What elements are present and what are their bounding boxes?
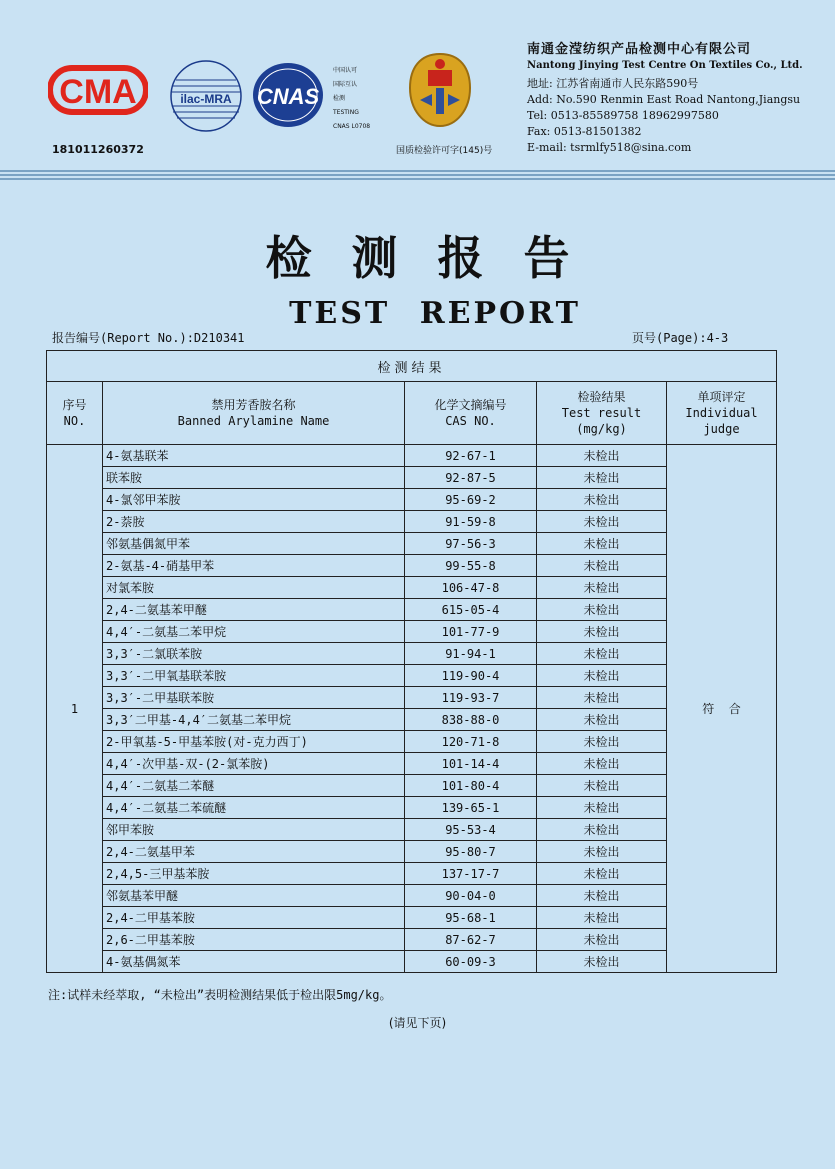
report-title-en: TEST REPORT <box>289 296 581 331</box>
cas-number: 91-59-8 <box>405 511 537 533</box>
header-judge: 单项评定 Individual judge <box>667 382 777 445</box>
company-fax: Fax: 0513-81501382 <box>527 125 642 138</box>
cas-number: 92-87-5 <box>405 467 537 489</box>
arylamine-name: 对氯苯胺 <box>103 577 405 599</box>
test-result: 未检出 <box>537 841 667 863</box>
test-result: 未检出 <box>537 643 667 665</box>
test-result: 未检出 <box>537 709 667 731</box>
test-result: 未检出 <box>537 885 667 907</box>
cas-number: 615-05-4 <box>405 599 537 621</box>
arylamine-name: 3,3′-二甲氧基联苯胺 <box>103 665 405 687</box>
company-address-cn: 地址: 江苏省南通市人民东路590号 <box>527 77 699 90</box>
test-result: 未检出 <box>537 819 667 841</box>
cas-number: 95-69-2 <box>405 489 537 511</box>
cnas-logo <box>250 60 326 130</box>
arylamine-name: 联苯胺 <box>103 467 405 489</box>
arylamine-name: 4,4′-二氨基二苯硫醚 <box>103 797 405 819</box>
test-result: 未检出 <box>537 467 667 489</box>
arylamine-name: 4,4′-二氨基二苯甲烷 <box>103 621 405 643</box>
cnas-line: 检测 <box>333 95 346 102</box>
cas-number: 119-93-7 <box>405 687 537 709</box>
cma-logo-text: CMA <box>59 73 137 111</box>
arylamine-name: 2,6-二甲基苯胺 <box>103 929 405 951</box>
cas-number: 95-80-7 <box>405 841 537 863</box>
arylamine-name: 2,4-二氨基甲苯 <box>103 841 405 863</box>
report-title-cn: 检测报告 <box>265 231 610 285</box>
header-divider <box>0 170 835 184</box>
test-result: 未检出 <box>537 511 667 533</box>
cma-logo <box>48 62 148 118</box>
cas-number: 101-80-4 <box>405 775 537 797</box>
arylamine-name: 4,4′-次甲基-双-(2-氯苯胺) <box>103 753 405 775</box>
test-result: 未检出 <box>537 753 667 775</box>
cas-number: 91-94-1 <box>405 643 537 665</box>
cas-number: 60-09-3 <box>405 951 537 973</box>
test-result: 未检出 <box>537 533 667 555</box>
header-result: 检验结果 Test result (mg/kg) <box>537 382 667 445</box>
test-result: 未检出 <box>537 555 667 577</box>
arylamine-name: 2,4,5-三甲基苯胺 <box>103 863 405 885</box>
test-result: 未检出 <box>537 665 667 687</box>
test-result: 未检出 <box>537 599 667 621</box>
quality-inspection-emblem <box>406 50 474 130</box>
test-result: 未检出 <box>537 687 667 709</box>
arylamine-name: 3,3′-二氯联苯胺 <box>103 643 405 665</box>
cma-certificate-code: 181011260372 <box>52 143 144 156</box>
test-result: 未检出 <box>537 907 667 929</box>
header-no: 序号 NO. <box>47 382 103 445</box>
cas-number: 101-77-9 <box>405 621 537 643</box>
cas-number: 106-47-8 <box>405 577 537 599</box>
arylamine-name: 2,4-二氨基苯甲醚 <box>103 599 405 621</box>
arylamine-name: 2-萘胺 <box>103 511 405 533</box>
company-name-cn: 南通金滢纺织产品检测中心有限公司 <box>527 42 752 57</box>
arylamine-name: 3,3′-二甲基联苯胺 <box>103 687 405 709</box>
cas-number: 95-53-4 <box>405 819 537 841</box>
header-cas: 化学文摘编号 CAS NO. <box>405 382 537 445</box>
cas-number: 99-55-8 <box>405 555 537 577</box>
cas-number: 95-68-1 <box>405 907 537 929</box>
arylamine-name: 4,4′-二氨基二苯醚 <box>103 775 405 797</box>
test-result: 未检出 <box>537 445 667 467</box>
arylamine-name: 4-氨基联苯 <box>103 445 405 467</box>
page-number: 页号(Page):4-3 <box>632 331 729 345</box>
company-tel: Tel: 0513-85589758 18962997580 <box>527 109 719 122</box>
cas-number: 137-17-7 <box>405 863 537 885</box>
ilac-mra-logo <box>168 58 244 134</box>
individual-judgement: 符 合 <box>667 445 777 973</box>
company-info <box>527 42 827 156</box>
cnas-line: TESTING <box>333 109 359 116</box>
cnas-accreditation-text <box>333 64 370 134</box>
arylamine-name: 邻氨基偶氮甲苯 <box>103 533 405 555</box>
cnas-line: 国际互认 <box>333 81 358 88</box>
sample-number: 1 <box>47 445 103 973</box>
cas-number: 97-56-3 <box>405 533 537 555</box>
cas-number: 120-71-8 <box>405 731 537 753</box>
report-number: 报告编号(Report No.):D210341 <box>52 331 245 345</box>
cas-number: 119-90-4 <box>405 665 537 687</box>
test-result: 未检出 <box>537 951 667 973</box>
cnas-line: 中国认可 <box>333 67 358 74</box>
test-result: 未检出 <box>537 797 667 819</box>
license-number: 国质检验许可字(145)号 <box>396 146 493 156</box>
test-result: 未检出 <box>537 929 667 951</box>
test-result: 未检出 <box>537 621 667 643</box>
cas-number: 139-65-1 <box>405 797 537 819</box>
results-table <box>46 350 777 973</box>
arylamine-name: 邻甲苯胺 <box>103 819 405 841</box>
header-name: 禁用芳香胺名称 Banned Arylamine Name <box>103 382 405 445</box>
test-result: 未检出 <box>537 577 667 599</box>
company-email: E-mail: tsrmlfy518@sina.com <box>527 141 692 154</box>
cnas-line: CNAS L0708 <box>333 123 371 130</box>
cnas-logo-text: CNAS <box>256 84 320 109</box>
company-name-en: Nantong Jinying Test Centre On Textiles Co., Ltd. <box>527 60 803 71</box>
arylamine-name: 4-氯邻甲苯胺 <box>103 489 405 511</box>
cas-number: 87-62-7 <box>405 929 537 951</box>
table-caption: 检测结果 <box>47 351 777 382</box>
cas-number: 92-67-1 <box>405 445 537 467</box>
ilac-mra-logo-text: ilac-MRA <box>180 92 232 106</box>
cas-number: 90-04-0 <box>405 885 537 907</box>
arylamine-name: 4-氨基偶氮苯 <box>103 951 405 973</box>
arylamine-name: 2-甲氧基-5-甲基苯胺(对-克力西丁) <box>103 731 405 753</box>
table-row <box>47 445 777 467</box>
arylamine-name: 3,3′二甲基-4,4′二氨基二苯甲烷 <box>103 709 405 731</box>
cas-number: 838-88-0 <box>405 709 537 731</box>
arylamine-name: 2,4-二甲基苯胺 <box>103 907 405 929</box>
continued-notice: (请见下页) <box>388 1016 447 1030</box>
arylamine-name: 邻氨基苯甲醚 <box>103 885 405 907</box>
test-result: 未检出 <box>537 863 667 885</box>
footnote: 注:试样未经萃取, “未检出”表明检测结果低于检出限5mg/kg。 <box>48 988 392 1002</box>
test-result: 未检出 <box>537 489 667 511</box>
cas-number: 101-14-4 <box>405 753 537 775</box>
company-address-en: Add: No.590 Renmin East Road Nantong,Jiangsu <box>527 93 801 106</box>
arylamine-name: 2-氨基-4-硝基甲苯 <box>103 555 405 577</box>
test-result: 未检出 <box>537 775 667 797</box>
test-result: 未检出 <box>537 731 667 753</box>
